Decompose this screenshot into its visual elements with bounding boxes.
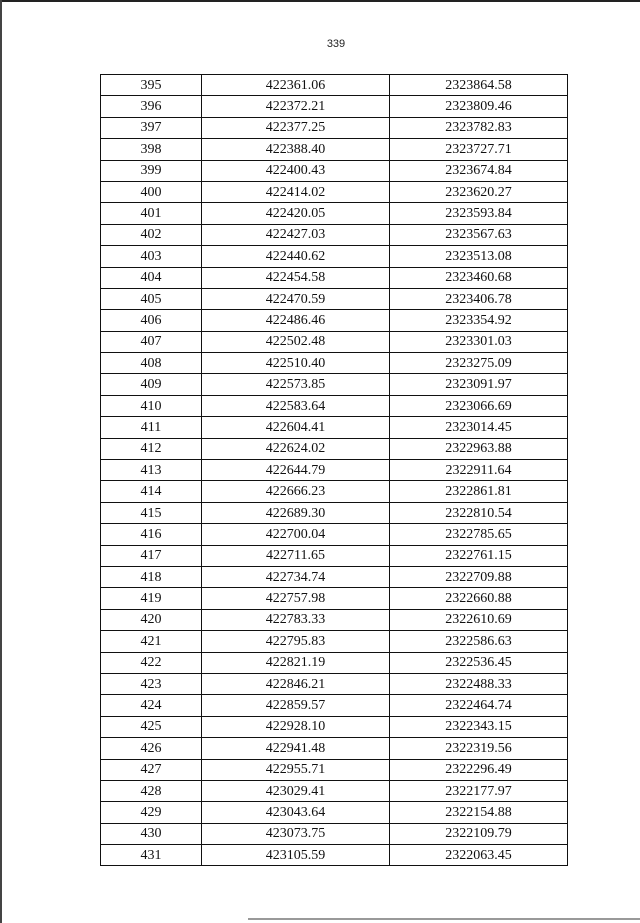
coordinates-table-body [101, 75, 568, 866]
point-number-cell: 422 [101, 652, 202, 673]
table-row [101, 652, 568, 673]
point-number-cell: 397 [101, 117, 202, 138]
y-coordinate-cell: 2322861.81 [390, 481, 568, 502]
point-number-cell: 417 [101, 545, 202, 566]
y-coordinate-cell: 2322296.49 [390, 759, 568, 780]
y-coordinate-cell: 2323091.97 [390, 374, 568, 395]
x-coordinate-cell: 422783.33 [202, 609, 390, 630]
point-number-cell: 395 [101, 75, 202, 96]
y-coordinate-cell: 2322610.69 [390, 609, 568, 630]
y-coordinate-cell: 2323593.84 [390, 203, 568, 224]
y-coordinate-cell: 2322785.65 [390, 524, 568, 545]
point-number-cell: 428 [101, 780, 202, 801]
x-coordinate-cell: 422795.83 [202, 631, 390, 652]
table-row [101, 75, 568, 96]
point-number-cell: 401 [101, 203, 202, 224]
table-row [101, 802, 568, 823]
y-coordinate-cell: 2322709.88 [390, 566, 568, 587]
point-number-cell: 405 [101, 288, 202, 309]
y-coordinate-cell: 2322660.88 [390, 588, 568, 609]
y-coordinate-cell: 2323513.08 [390, 246, 568, 267]
point-number-cell: 413 [101, 460, 202, 481]
point-number-cell: 411 [101, 417, 202, 438]
table-row [101, 845, 568, 866]
table-row [101, 566, 568, 587]
table-row [101, 353, 568, 374]
table-row [101, 545, 568, 566]
table-row [101, 673, 568, 694]
table-row [101, 609, 568, 630]
page-edge-left [0, 0, 2, 923]
point-number-cell: 420 [101, 609, 202, 630]
y-coordinate-cell: 2323066.69 [390, 395, 568, 416]
x-coordinate-cell: 422583.64 [202, 395, 390, 416]
y-coordinate-cell: 2322761.15 [390, 545, 568, 566]
y-coordinate-cell: 2322343.15 [390, 716, 568, 737]
x-coordinate-cell: 422624.02 [202, 438, 390, 459]
y-coordinate-cell: 2322536.45 [390, 652, 568, 673]
point-number-cell: 430 [101, 823, 202, 844]
y-coordinate-cell: 2323460.68 [390, 267, 568, 288]
table-row [101, 738, 568, 759]
x-coordinate-cell: 422604.41 [202, 417, 390, 438]
y-coordinate-cell: 2323809.46 [390, 96, 568, 117]
x-coordinate-cell: 422440.62 [202, 246, 390, 267]
point-number-cell: 418 [101, 566, 202, 587]
x-coordinate-cell: 422700.04 [202, 524, 390, 545]
table-row [101, 181, 568, 202]
point-number-cell: 404 [101, 267, 202, 288]
table-row [101, 417, 568, 438]
y-coordinate-cell: 2323674.84 [390, 160, 568, 181]
table-row [101, 310, 568, 331]
x-coordinate-cell: 422427.03 [202, 224, 390, 245]
x-coordinate-cell: 423073.75 [202, 823, 390, 844]
y-coordinate-cell: 2323620.27 [390, 181, 568, 202]
table-row [101, 759, 568, 780]
point-number-cell: 396 [101, 96, 202, 117]
x-coordinate-cell: 422372.21 [202, 96, 390, 117]
point-number-cell: 431 [101, 845, 202, 866]
point-number-cell: 407 [101, 331, 202, 352]
x-coordinate-cell: 422414.02 [202, 181, 390, 202]
point-number-cell: 402 [101, 224, 202, 245]
x-coordinate-cell: 422757.98 [202, 588, 390, 609]
table-row [101, 438, 568, 459]
x-coordinate-cell: 422955.71 [202, 759, 390, 780]
x-coordinate-cell: 422846.21 [202, 673, 390, 694]
x-coordinate-cell: 422502.48 [202, 331, 390, 352]
x-coordinate-cell: 422666.23 [202, 481, 390, 502]
y-coordinate-cell: 2323864.58 [390, 75, 568, 96]
table-row [101, 246, 568, 267]
point-number-cell: 400 [101, 181, 202, 202]
table-row [101, 780, 568, 801]
y-coordinate-cell: 2322464.74 [390, 695, 568, 716]
x-coordinate-cell: 422928.10 [202, 716, 390, 737]
table-row [101, 117, 568, 138]
x-coordinate-cell: 422377.25 [202, 117, 390, 138]
y-coordinate-cell: 2323014.45 [390, 417, 568, 438]
y-coordinate-cell: 2322810.54 [390, 502, 568, 523]
point-number-cell: 406 [101, 310, 202, 331]
x-coordinate-cell: 423043.64 [202, 802, 390, 823]
footer-rule [248, 918, 640, 920]
table-row [101, 139, 568, 160]
table-row [101, 588, 568, 609]
point-number-cell: 399 [101, 160, 202, 181]
table-row [101, 502, 568, 523]
y-coordinate-cell: 2323354.92 [390, 310, 568, 331]
point-number-cell: 421 [101, 631, 202, 652]
y-coordinate-cell: 2322911.64 [390, 460, 568, 481]
y-coordinate-cell: 2323406.78 [390, 288, 568, 309]
x-coordinate-cell: 422859.57 [202, 695, 390, 716]
table-row [101, 823, 568, 844]
table-row [101, 331, 568, 352]
table-row [101, 160, 568, 181]
x-coordinate-cell: 422734.74 [202, 566, 390, 587]
table-row [101, 395, 568, 416]
table-row [101, 224, 568, 245]
table-row [101, 96, 568, 117]
x-coordinate-cell: 423029.41 [202, 780, 390, 801]
x-coordinate-cell: 423105.59 [202, 845, 390, 866]
y-coordinate-cell: 2322154.88 [390, 802, 568, 823]
point-number-cell: 425 [101, 716, 202, 737]
x-coordinate-cell: 422573.85 [202, 374, 390, 395]
point-number-cell: 414 [101, 481, 202, 502]
point-number-cell: 409 [101, 374, 202, 395]
table-row [101, 267, 568, 288]
y-coordinate-cell: 2322319.56 [390, 738, 568, 759]
point-number-cell: 419 [101, 588, 202, 609]
x-coordinate-cell: 422821.19 [202, 652, 390, 673]
x-coordinate-cell: 422454.58 [202, 267, 390, 288]
point-number-cell: 423 [101, 673, 202, 694]
y-coordinate-cell: 2323275.09 [390, 353, 568, 374]
x-coordinate-cell: 422711.65 [202, 545, 390, 566]
y-coordinate-cell: 2322177.97 [390, 780, 568, 801]
x-coordinate-cell: 422689.30 [202, 502, 390, 523]
x-coordinate-cell: 422470.59 [202, 288, 390, 309]
coordinates-table [100, 74, 568, 866]
table-row [101, 524, 568, 545]
x-coordinate-cell: 422388.40 [202, 139, 390, 160]
point-number-cell: 416 [101, 524, 202, 545]
table-row [101, 288, 568, 309]
page-edge-top [0, 0, 640, 2]
x-coordinate-cell: 422941.48 [202, 738, 390, 759]
point-number-cell: 426 [101, 738, 202, 759]
table-row [101, 631, 568, 652]
point-number-cell: 410 [101, 395, 202, 416]
y-coordinate-cell: 2323727.71 [390, 139, 568, 160]
point-number-cell: 412 [101, 438, 202, 459]
table-row [101, 695, 568, 716]
y-coordinate-cell: 2322063.45 [390, 845, 568, 866]
table-row [101, 460, 568, 481]
y-coordinate-cell: 2322109.79 [390, 823, 568, 844]
x-coordinate-cell: 422400.43 [202, 160, 390, 181]
point-number-cell: 424 [101, 695, 202, 716]
x-coordinate-cell: 422644.79 [202, 460, 390, 481]
table-row [101, 203, 568, 224]
point-number-cell: 398 [101, 139, 202, 160]
y-coordinate-cell: 2322963.88 [390, 438, 568, 459]
page-number: 339 [326, 38, 346, 50]
y-coordinate-cell: 2323567.63 [390, 224, 568, 245]
point-number-cell: 427 [101, 759, 202, 780]
table-row [101, 481, 568, 502]
y-coordinate-cell: 2323782.83 [390, 117, 568, 138]
point-number-cell: 408 [101, 353, 202, 374]
table-row [101, 716, 568, 737]
y-coordinate-cell: 2323301.03 [390, 331, 568, 352]
point-number-cell: 415 [101, 502, 202, 523]
point-number-cell: 429 [101, 802, 202, 823]
x-coordinate-cell: 422361.06 [202, 75, 390, 96]
x-coordinate-cell: 422420.05 [202, 203, 390, 224]
x-coordinate-cell: 422510.40 [202, 353, 390, 374]
table-row [101, 374, 568, 395]
y-coordinate-cell: 2322488.33 [390, 673, 568, 694]
x-coordinate-cell: 422486.46 [202, 310, 390, 331]
point-number-cell: 403 [101, 246, 202, 267]
y-coordinate-cell: 2322586.63 [390, 631, 568, 652]
